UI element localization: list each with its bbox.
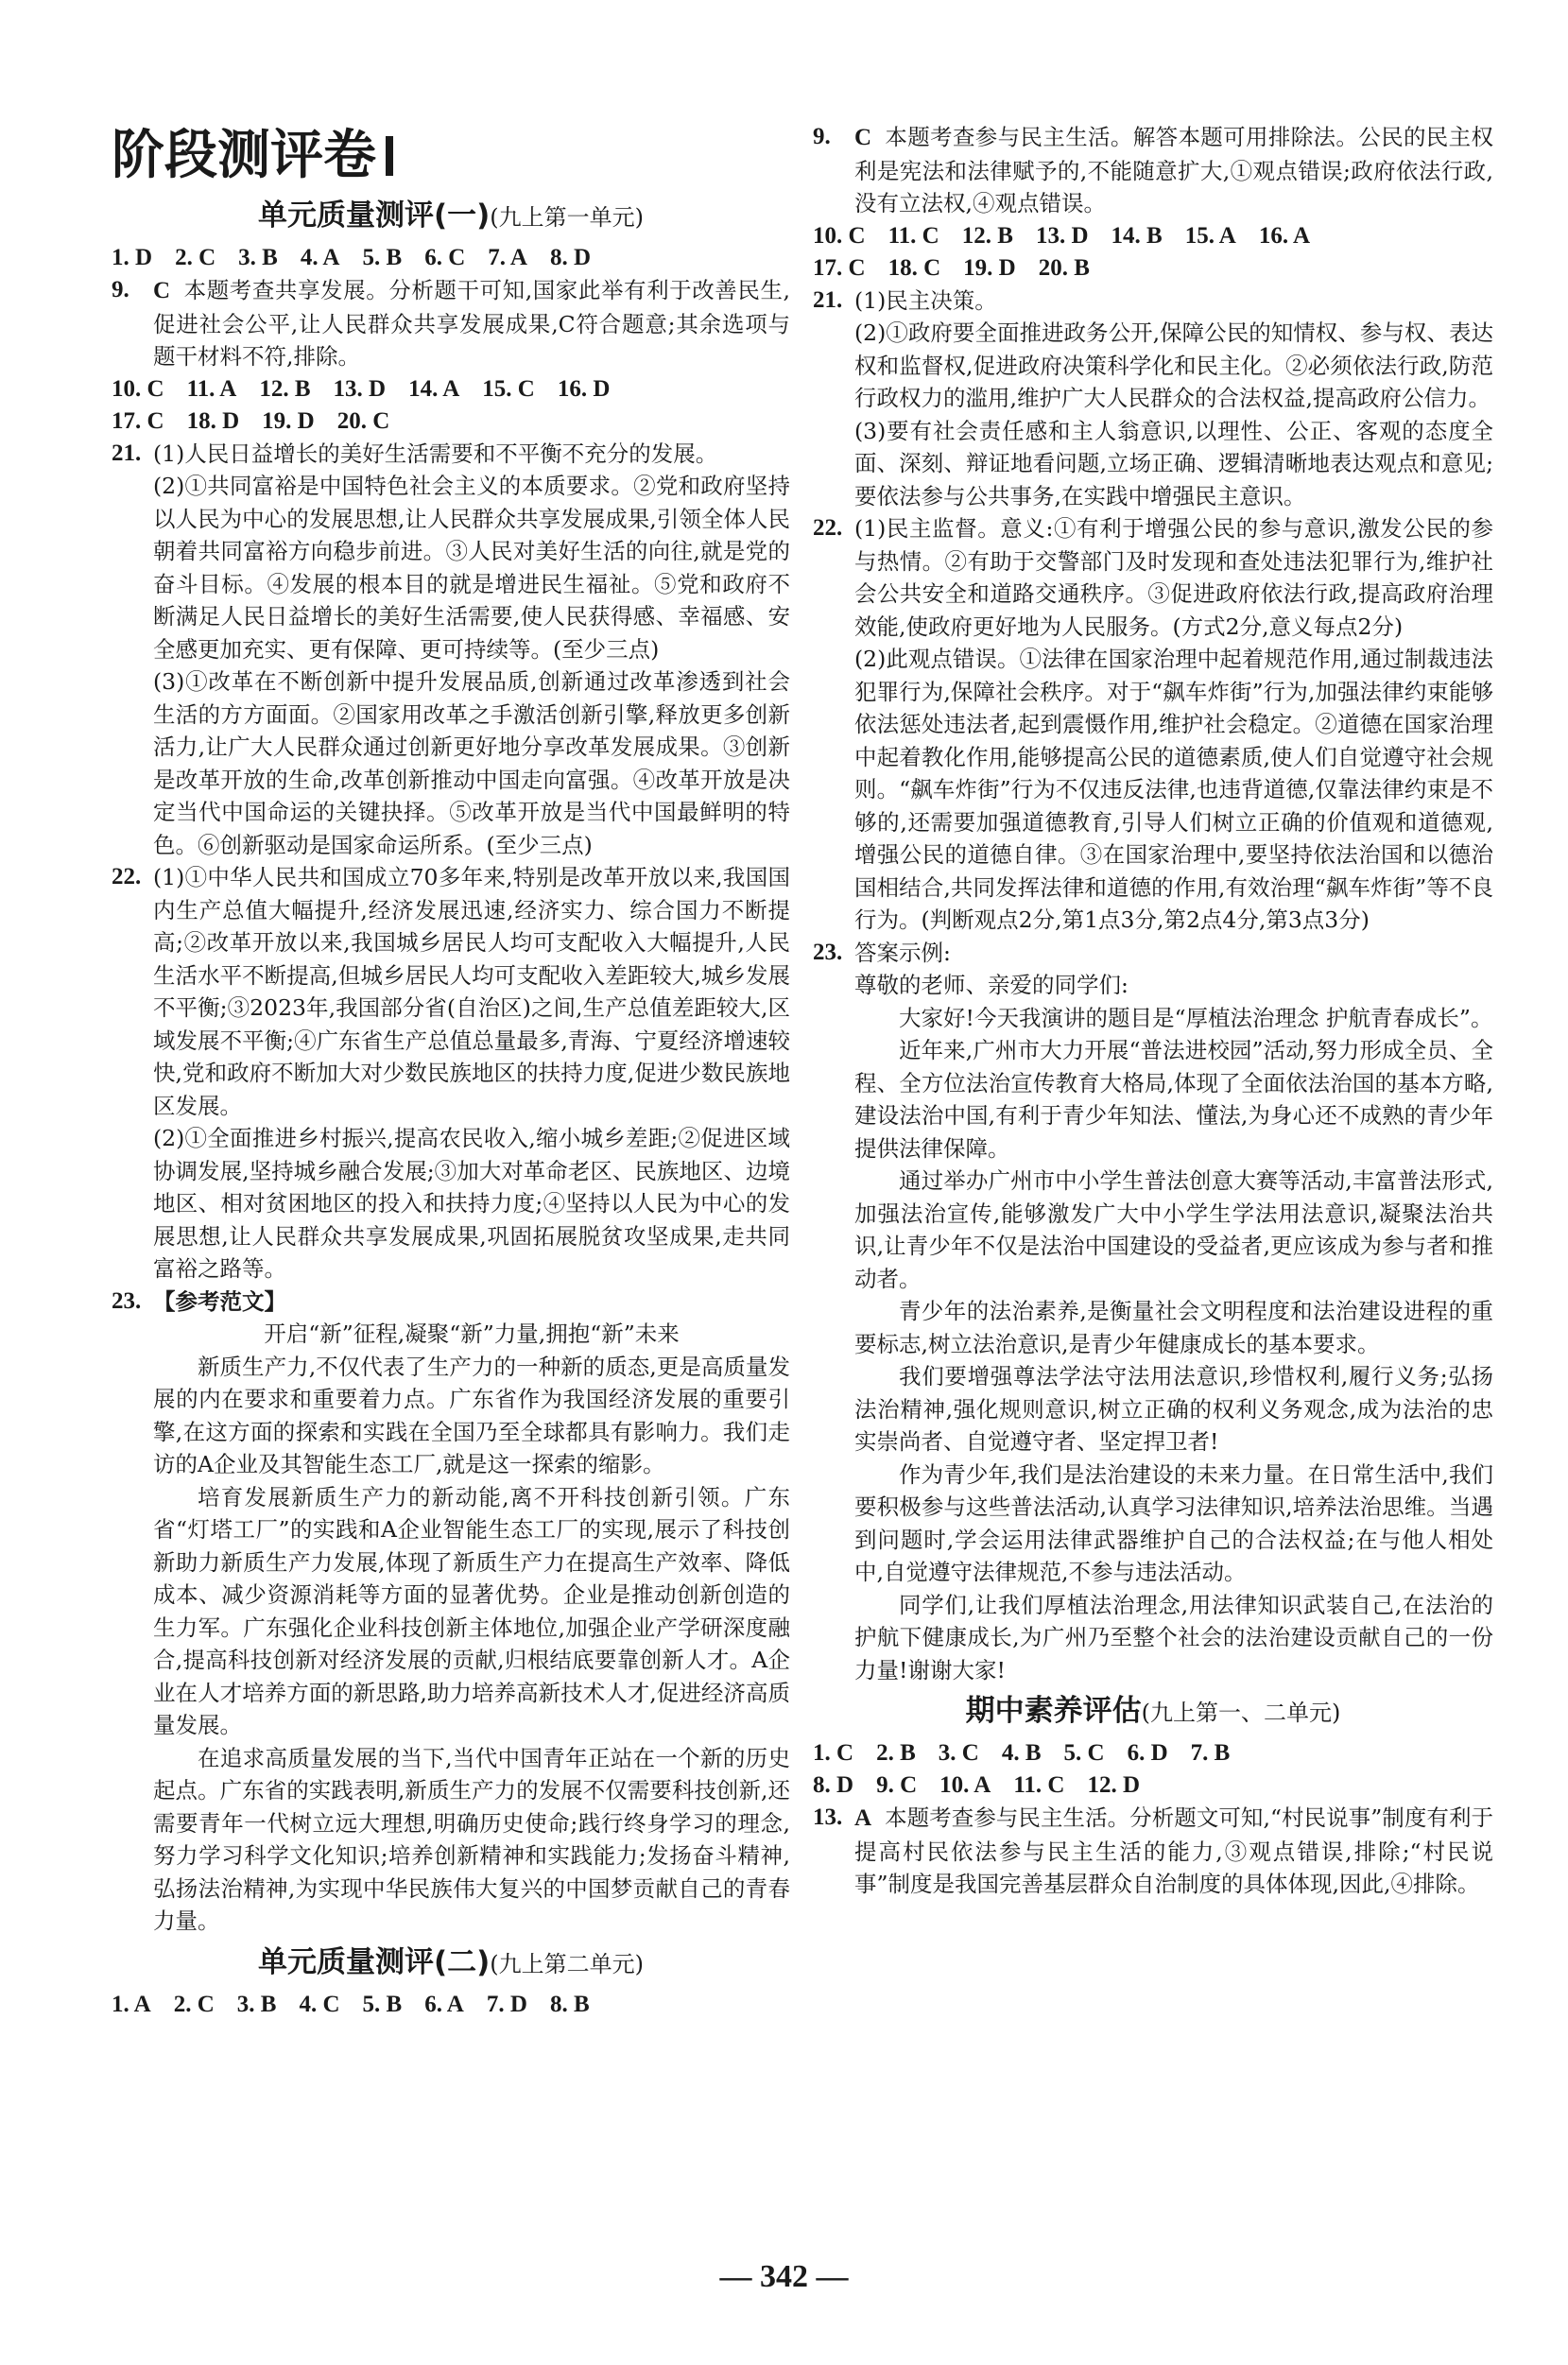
speech-paragraph: 青少年的法治素养,是衡量社会文明程度和法治建设进程的重要标志,树立法治意识,是青少年健康成长的基本要求。 [854,1298,1493,1357]
header-bar [386,136,393,176]
answer-item: 5. B [362,245,403,270]
answer-item: 8. D [813,1772,854,1798]
question-number: 13. [813,1804,843,1830]
answer-paragraph: (1)民主监督。意义:①有利于增强公民的参与意识,激发公民的参与热情。②有助于交警部门及时发现和查处违法犯罪行为,维护社会公共安全和道路交通秩序。③促进政府依法行政,提高政府治理效能,使政府更好地为人民服务。(方式2分,意义每点2分) [854,515,1493,640]
answer-item: 7. A [488,245,527,270]
answer-item: 16. D [557,375,611,402]
answer-item: 11. C [887,222,939,249]
explanation-text: 本题考查共享发展。分析题干可知,国家此举有利于改善民生,促进社会公平,让人民群众共享发展成果,C符合题意;其余选项与题干材料不符,排除。 [153,277,790,370]
answer-item: 17. C [813,254,866,281]
answer-item: 17. C [112,407,164,434]
question-number: 23. [112,1287,142,1314]
answer-item: 16. A [1258,222,1311,249]
answer-item: 7. B [1190,1740,1231,1766]
speech-paragraph: 大家好!今天我演讲的题目是“厚植法治理念 护航青春成长”。 [899,1004,1493,1031]
answer-paragraph: (2)①全面推进乡村振兴,提高农民收入,缩小城乡差距;②促进区域协调发展,坚持城乡融合发展;③加大对革命老区、民族地区、边境地区、相对贫困地区的投入和扶持力度;④坚持以人民为中心的发展思想,让人民群众共享发展成果,巩固拓展脱贫攻坚成果,走共同富裕之路等。 [153,1125,790,1282]
section-subtitle: (九上第二单元) [490,1950,645,1977]
answer-item: 10. C [112,375,164,402]
answer-item: 12. B [259,375,311,402]
question-22 [813,512,1493,937]
essay-title: 开启“新”征程,凝聚“新”力量,拥抱“新”未来 [264,1321,680,1347]
answer-item: 5. C [1063,1740,1105,1766]
page-number: — 342 — [719,2259,849,2294]
answer-paragraph: (2)①共同富裕是中国特色社会主义的本质要求。②党和政府坚持以人民为中心的发展思想,让人民群众共享发展成果,引领全体人民朝着共同富裕方向稳步前进。③人民对美好生活的向往,就是党的奋斗目标。④发展的根本目的就是增进民生福祉。⑤党和政府不断满足人民日益增长的美好生活需要,使人民获得感、幸福感、安全感更加充实、更有保障、更可持续等。(至少三点) [153,473,790,663]
answer-paragraph: (1)①中华人民共和国成立70多年来,特别是改革开放以来,我国国内生产总值大幅提升,经济发展迅速,经济实力、综合国力不断提高;②改革开放以来,我国城乡居民人均可支配收入大幅提升,人民生活水平不断提高,但城乡居民人均可支配收入差距较大,城乡发展不平衡;③2023年,我国部分省(自治区)之间,生产总值差距较大,区域发展不平衡;④广东省生产总值总量最多,青海、宁夏经济增速较快,党和政府不断加大对少数民族地区的扶持力度,促进少数民族地区发展。 [153,864,790,1119]
answer-item: 11. A [186,375,237,402]
answer-row [813,220,1493,252]
answer-paragraph: (2)此观点错误。①法律在国家治理中起着规范作用,通过制裁违法犯罪行为,保障社会秩序。对于“飙车炸街”行为,加强法律约束能够依法惩处违法者,起到震慑作用,维护社会稳定。②道德在国家治理中起着教化作用,能够提高公民的道德素质,使人们自觉遵守社会规则。“飙车炸街”行为不仅违反法律,也违背道德,仅靠法律约束是不够的,还需要加强道德教育,引导人们树立正确的价值观和道德观,增强公民的道德自律。③在国家治理中,要坚持依法治国和以德治国相结合,共同发挥法律和道德的作用,有效治理“飙车炸街”等不良行为。(判断观点2分,第1点3分,第2点4分,第3点3分) [854,646,1493,933]
answer-item: 3. B [236,1991,277,2017]
question-21 [112,438,790,862]
answer-paragraph: (1)民主决策。 [854,286,997,314]
question-21 [813,285,1493,513]
question-number: 22. [813,515,843,541]
explanation-text: 本题考查参与民主生活。解答本题可用排除法。公民的民主权利是宪法和法律赋予的,不能随意扩大,①观点错误;政府依法行政,没有立法权,④观点错误。 [854,124,1493,216]
speech-greeting: 尊敬的老师、亲爱的同学们: [854,972,1129,998]
answer-paragraph: (2)①政府要全面推进政务公开,保障公民的知情权、参与权、表达权和监督权,促进政府决策科学化和民主化。②必须依法行政,防范行政权力的滥用,维护广大人民群众的合法权益,提高政府公信力。 [854,319,1493,411]
speech-paragraph: 通过举办广州市中小学生普法创意大赛等活动,丰富普法形式,加强法治宣传,能够激发广大中小学生学法用法意识,凝聚法治共识,让青少年不仅是法治中国建设的受益者,更应该成为参与者和推动者。 [854,1167,1493,1292]
answer-item: 8. B [549,1991,590,2017]
answer-item: 2. B [876,1740,916,1766]
answer-item: 2. C [173,1991,215,2017]
question-number: 23. [813,939,843,965]
essay-paragraph: 新质生产力,不仅代表了生产力的一种新的质态,更是高质量发展的内在要求和重要着力点。广东省作为我国经济发展的重要引擎,在这方面的探索和实践在全国乃至全球都具有影响力。我们走访的A企业及其智能生态工厂,就是这一探索的缩影。 [153,1353,790,1477]
answer-item: 1. D [112,245,153,270]
answer-item: 3. B [238,245,278,270]
answer-item: 13. D [1035,222,1089,249]
answer-paragraph: (1)人民日益增长的美好生活需要和不平衡不充分的发展。 [153,440,718,467]
speech-paragraph: 同学们,让我们厚植法治理念,用法律知识武装自己,在法治的护航下健康成长,为广州乃至整个社会的法治建设贡献自己的一份力量!谢谢大家! [854,1591,1493,1683]
answer-item: 13. D [333,375,387,402]
answer-item: 18. C [887,254,941,281]
answer-item: 14. A [408,375,460,402]
answer-item: 20. C [336,407,390,434]
section-title-midterm [813,1690,1493,1734]
section-title-unit1 [112,195,790,238]
answer-item: 4. A [300,245,340,270]
speech-paragraph: 近年来,广州市大力开展“普法进校园”活动,努力形成全员、全程、全方位法治宣传教育大格局,体现了全面依法治国的基本方略,建设法治中国,有利于青少年知法、懂法,为身心还不成熟的青少年提供法律保障。 [854,1037,1493,1162]
header-title: 阶段测评卷 [112,125,376,186]
question-23 [813,937,1493,1687]
answer-item: 19. D [963,254,1016,281]
answer-row [813,1737,1493,1769]
answer-item: 2. C [175,245,216,270]
question-13 [813,1802,1493,1901]
question-9 [813,121,1493,220]
question-number: 21. [112,440,142,466]
section-subtitle: (九上第一、二单元) [1141,1700,1341,1726]
answer-item: 20. B [1038,254,1090,281]
sample-essay-label: 【参考范文】 [153,1287,286,1315]
answer-item: 4. C [299,1991,340,2017]
answer-item: 10. C [813,222,866,249]
question-number: 21. [813,286,843,313]
answer-paragraph: (3)要有社会责任感和主人翁意识,以理性、公正、客观的态度全面、深刻、辩证地看问题,立场正确、逻辑清晰地表达观点和意见;要依法参与公共事务,在实践中增强民主意识。 [854,417,1493,509]
answer-item: 9. C [876,1772,918,1798]
answer-item: 10. A [939,1772,991,1798]
answer-item: 7. D [486,1991,527,2017]
question-22 [112,861,790,1286]
answer-letter: A [854,1805,872,1831]
question-number: 9. [112,277,129,302]
answer-item: 8. D [549,245,591,270]
answer-letter: C [854,125,872,150]
answer-item: 18. D [186,407,240,434]
page-header [112,125,790,187]
answer-row [112,242,790,274]
question-23 [112,1286,790,1938]
speech-paragraph: 作为青少年,我们是法治建设的未来力量。在日常生活中,我们要积极参与这些普法活动,认真学习法律知识,培养法治思维。当遇到问题时,学会运用法律武器维护自己的合法权益;在与他人相处中,自觉遵守法律规范,不参与违法活动。 [854,1460,1493,1585]
answer-item: 15. C [482,375,535,402]
section-title: 单元质量测评(二) [257,1944,491,1979]
explanation-text: 本题考查参与民主生活。分析题文可知,“村民说事”制度有利于提高村民依法参与民主生活的能力,③观点错误,排除;“村民说事”制度是我国完善基层群众自治制度的具体体现,因此,④排除。 [854,1804,1493,1897]
answer-item: 6. A [424,1991,464,2017]
answer-item: 15. A [1184,222,1236,249]
answer-paragraph: (3)①改革在不断创新中提升发展品质,创新通过改革渗透到社会生活的方方面面。②国家用改革之手激活创新引擎,释放更多创新活力,让广大人民群众通过创新更好地分享改革发展成果。③创新是改革开放的生命,改革创新推动中国走向富强。④改革开放是决定当代中国命运的关键抉择。⑤改革开放是当代中国最鲜明的特色。⑥创新驱动是国家命运所系。(至少三点) [153,668,790,858]
answer-item: 12. D [1087,1772,1141,1798]
answer-item: 3. C [938,1740,979,1766]
answer-item: 4. B [1001,1740,1042,1766]
question-number: 22. [112,864,142,889]
left-column [112,113,790,2021]
answer-row [112,373,790,406]
section-title: 单元质量测评(一) [257,199,491,233]
answer-item: 19. D [262,407,315,434]
answer-row [112,1989,790,2021]
answer-example-label: 答案示例: [854,939,951,966]
essay-paragraph: 在追求高质量发展的当下,当代中国青年正站在一个新的历史起点。广东省的实践表明,新质生产力的发展不仅需要科技创新,还需要青年一代树立远大理想,明确历史使命;践行终身学习的理念,努力学习科学文化知识;培养创新精神和实践能力;发扬奋斗精神,弘扬法治精神,为实现中华民族伟大复兴的中国梦贡献自己的青春力量。 [153,1744,790,1934]
section-title-unit2 [112,1942,790,1985]
answer-item: 5. B [362,1991,403,2017]
answer-row [813,1769,1493,1802]
answer-row [112,406,790,438]
answer-letter: C [153,278,171,303]
answer-item: 1. C [813,1740,854,1766]
essay-paragraph: 培育发展新质生产力的新动能,离不开科技创新引领。广东省“灯塔工厂”的实践和A企业智能生态工厂的实现,展示了科技创新助力新质生产力发展,体现了新质生产力在提高生产效率、降低成本、减少资源消耗等方面的显著优势。企业是推动创新创造的生力军。广东强化企业科技创新主体地位,加强企业产学研深度融合,提高科技创新对经济发展的贡献,归根结底要靠创新人才。A企业在人才培养方面的新思路,助力培养高新技术人才,促进经济高质量发展。 [153,1483,790,1738]
right-column [813,121,1493,1901]
answer-row [813,252,1493,285]
answer-item: 6. D [1127,1740,1168,1766]
answer-item: 6. C [424,245,466,270]
section-title: 期中素养评估 [965,1694,1142,1728]
answer-item: 12. B [961,222,1013,249]
answer-item: 11. C [1013,1772,1065,1798]
answer-item: 1. A [112,1991,151,2017]
question-9 [112,274,790,373]
section-subtitle: (九上第一单元) [490,204,645,231]
question-number: 9. [813,124,831,149]
speech-paragraph: 我们要增强尊法学法守法用法意识,珍惜权利,履行义务;弘扬法治精神,强化规则意识,树立正确的权利义务观念,成为法治的忠实崇尚者、自觉遵守者、坚定捍卫者! [854,1363,1493,1455]
answer-item: 14. B [1111,222,1163,249]
